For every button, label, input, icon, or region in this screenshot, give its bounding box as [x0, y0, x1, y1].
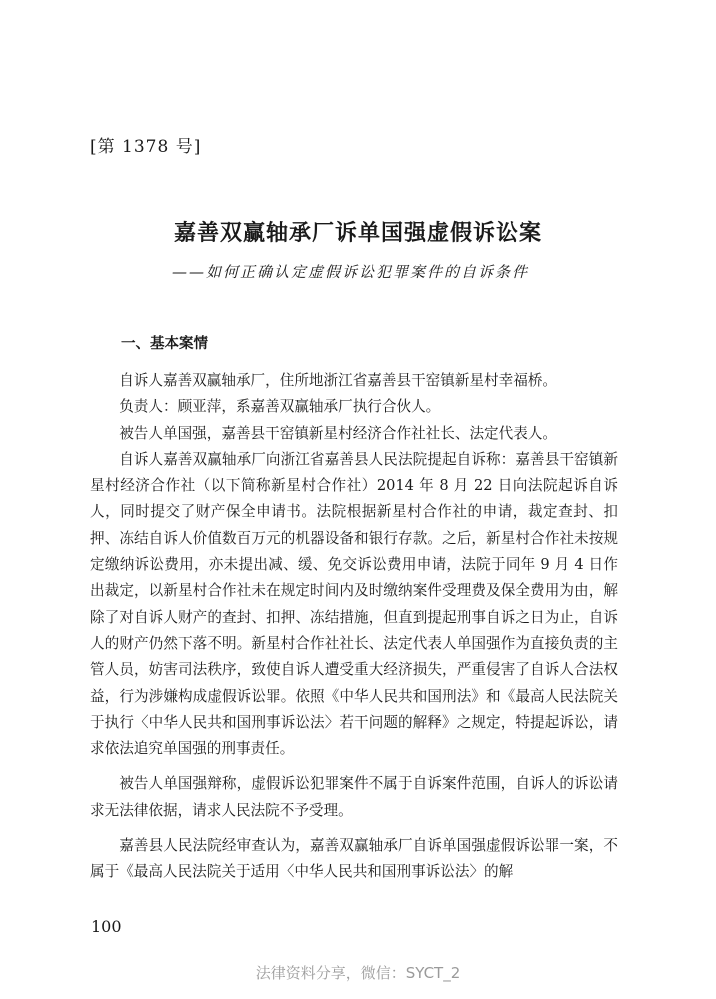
- article-title: 嘉善双赢轴承厂诉单国强虚假诉讼案: [173, 220, 542, 246]
- paragraph-plaintiff: 自诉人嘉善双赢轴承厂，住所地浙江省嘉善县干窑镇新星村幸福桥。: [119, 372, 558, 389]
- paragraph-complaint: 自诉人嘉善双赢轴承厂向浙江省嘉善县人民法院提起自诉称：嘉善县干窑镇新星村经济合作社（以下简称新星村合作社）2014 年 8 月 22 日向法院起诉自诉人，同时提交了财产保全申请书。法院根据新星村合作社的申请，裁定查封、扣押、冻结自诉人价值数百万元的机器设备和银行存款。之后，新星村合作社未按规定缴纳诉讼费用，亦未提出减、缓、免交诉讼费用申请，法院于同年 9 月 4 日作出裁定，以新星村合作社未在规定时间内及时缴纳案件受理费及保全费用为由，解除了对自诉人财产的查封、扣押、冻结措施，但直到提起刑事自诉之日为止，自诉人的财产仍然下落不明。新星村合作社社长、法定代表人单国强作为直接负责的主管人员，妨害司法秩序，致使自诉人遭受重大经济损失，严重侵害了自诉人合法权益，行为涉嫌构成虚假诉讼罪。依照《中华人民共和国刑法》和《最高人民法院关于执行〈中华人民共和国刑事诉讼法〉若干问题的解释》之规定，特提起诉讼，请求依法追究单国强的刑事责任。: [90, 450, 618, 758]
- paragraph-court-review: 嘉善县人民法院经审查认为，嘉善双赢轴承厂自诉单国强虚假诉讼罪一案，不属于《最高人民法院关于适用〈中华人民共和国刑事诉讼法〉的解: [90, 837, 618, 881]
- body-text: [90, 368, 618, 886]
- case-number: [第 1378 号]: [90, 137, 202, 157]
- page-number: 100: [91, 917, 122, 936]
- paragraph-defendant: 被告人单国强，嘉善县干窑镇新星村经济合作社社长、法定代表人。: [119, 424, 558, 442]
- section-heading: 一、基本案情: [121, 335, 208, 352]
- paragraph-defense: 被告人单国强辩称，虚假诉讼犯罪案件不属于自诉案件范围，自诉人的诉讼请求无法律依据，请求人民法院不予受理。: [90, 775, 618, 819]
- paragraph-representative: 负责人：顾亚萍，系嘉善双赢轴承厂执行合伙人。: [119, 398, 441, 416]
- article-subtitle: ——如何正确认定虚假诉讼犯罪案件的自诉条件: [172, 263, 530, 281]
- watermark-text: 法律资料分享，微信：SYCT_2: [255, 964, 461, 982]
